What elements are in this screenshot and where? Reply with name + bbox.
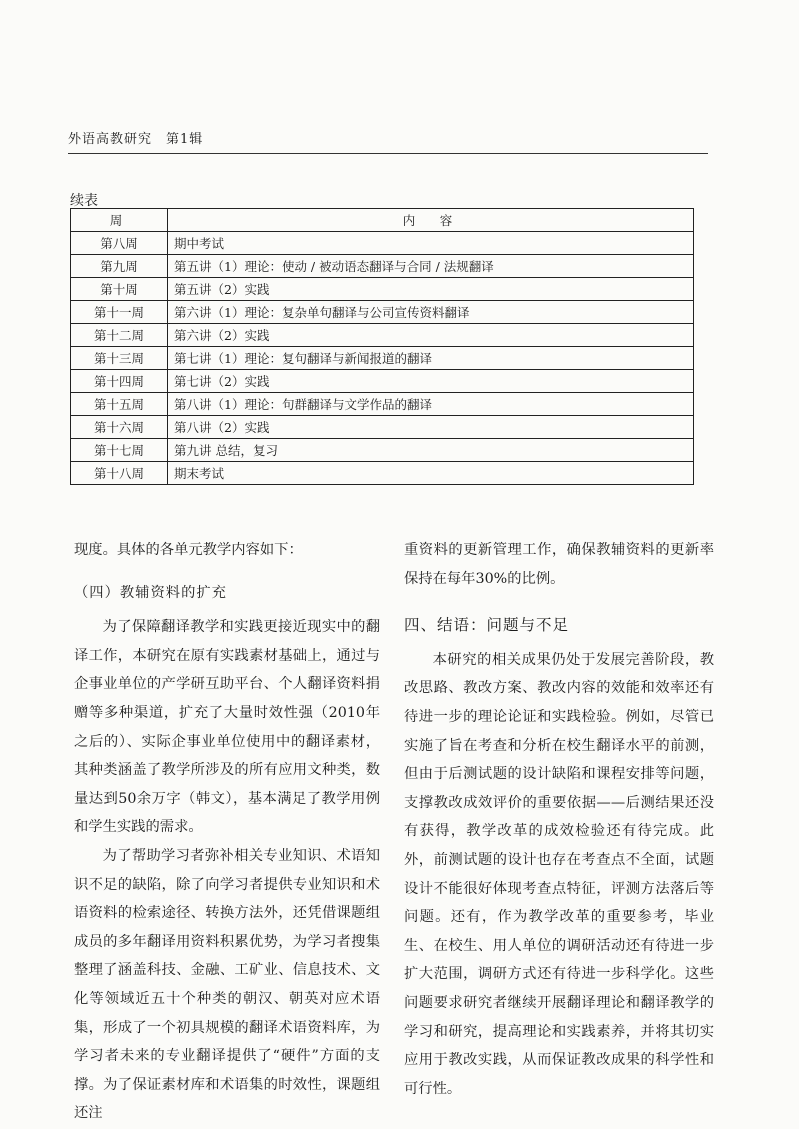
content-cell: 第七讲（1）理论：复句翻译与新闻报道的翻译 [168, 347, 694, 370]
week-cell: 第八周 [71, 232, 168, 255]
table-row [71, 462, 694, 485]
table-header-row [71, 209, 694, 232]
content-cell: 第六讲（2）实践 [168, 324, 694, 347]
subsection-heading: （四）教辅资料的扩充 [74, 584, 227, 601]
content-cell: 第八讲（2）实践 [168, 416, 694, 439]
week-cell: 第十周 [71, 278, 168, 301]
table-row [71, 301, 694, 324]
table-row [71, 370, 694, 393]
week-cell: 第十四周 [71, 370, 168, 393]
section-heading: 四、结语：问题与不足 [404, 616, 570, 635]
week-cell: 第十三周 [71, 347, 168, 370]
week-cell: 第十二周 [71, 324, 168, 347]
paragraph: 重资料的更新管理工作，确保教辅资料的更新率保持在每年30%的比例。 [404, 542, 714, 587]
paragraph: 为了保障翻译教学和实践更接近现实中的翻译工作，本研究在原有实践素材基础上，通过与企事业单位的产学研互助平台、个人翻译资料捐赠等多种渠道，扩充了大量时效性强（2010年之后的）、实际企事业单位使用中的翻译素材，其种类涵盖了教学所涉及的所有应用文种类，数量达到50余万字（韩文），基本满足了教学用例和学生实践的需求。 [74, 619, 380, 836]
column-header-content: 内 容 [168, 209, 694, 232]
content-cell: 第八讲（1）理论：句群翻译与文学作品的翻译 [168, 393, 694, 416]
content-cell: 期末考试 [168, 462, 694, 485]
paragraph: 现度。具体的各单元教学内容如下： [74, 542, 303, 558]
table-row [71, 324, 694, 347]
table-row [71, 232, 694, 255]
table-row [71, 393, 694, 416]
running-header: 外语高教研究 第1辑 [68, 132, 204, 147]
table-row [71, 439, 694, 462]
left-column [74, 536, 380, 1128]
content-cell: 第五讲（2）实践 [168, 278, 694, 301]
content-cell: 期中考试 [168, 232, 694, 255]
content-cell: 第五讲（1）理论：使动 / 被动语态翻译与合同 / 法规翻译 [168, 255, 694, 278]
table-row [71, 347, 694, 370]
header-rule [68, 153, 708, 154]
week-cell: 第十七周 [71, 439, 168, 462]
content-cell: 第六讲（1）理论：复杂单句翻译与公司宣传资料翻译 [168, 301, 694, 324]
table-caption: 续表 [70, 193, 98, 209]
week-cell: 第十一周 [71, 301, 168, 324]
content-cell: 第九讲 总结，复习 [168, 439, 694, 462]
table-row [71, 416, 694, 439]
right-column [404, 536, 714, 1103]
content-cell: 第七讲（2）实践 [168, 370, 694, 393]
column-header-week: 周 [71, 209, 168, 232]
week-cell: 第十八周 [71, 462, 168, 485]
table-row [71, 255, 694, 278]
week-cell: 第十六周 [71, 416, 168, 439]
paragraph: 本研究的相关成果仍处于发展完善阶段，教改思路、教改方案、教改内容的效能和效率还有待进一步的理论论证和实践检验。例如，尽管已实施了旨在考查和分析在校生翻译水平的前测，但由于后测试题的设计缺陷和课程安排等问题，支撑教改成效评价的重要依据——后测结果还没有获得，教学改革的成效检验还有待完成。此外，前测试题的设计也存在考查点不全面，试题设计不能很好体现考查点特征，评测方法落后等问题。还有，作为教学改革的重要参考，毕业生、在校生、用人单位的调研活动还有待进一步扩大范围，调研方式还有待进一步科学化。这些问题要求研究者继续开展翻译理论和翻译教学的学习和研究，提高理论和实践素养，并将其切实应用于教改实践，从而保证教改成果的科学性和可行性。 [404, 651, 714, 1097]
schedule-table [70, 208, 694, 485]
week-cell: 第十五周 [71, 393, 168, 416]
paragraph: 为了帮助学习者弥补相关专业知识、术语知识不足的缺陷，除了向学习者提供专业知识和术语资料的检索途径、转换方法外，还凭借课题组成员的多年翻译用资料积累优势，为学习者搜集整理了涵盖科技、金融、工矿业、信息技术、文化等领域近五十个种类的朝汉、朝英对应术语集，形成了一个初具规模的翻译术语资料库，为学习者未来的专业翻译提供了“硬件”方面的支撑。为了保证素材库和术语集的时效性，课题组还注 [74, 847, 380, 1122]
week-cell: 第九周 [71, 255, 168, 278]
table-row [71, 278, 694, 301]
